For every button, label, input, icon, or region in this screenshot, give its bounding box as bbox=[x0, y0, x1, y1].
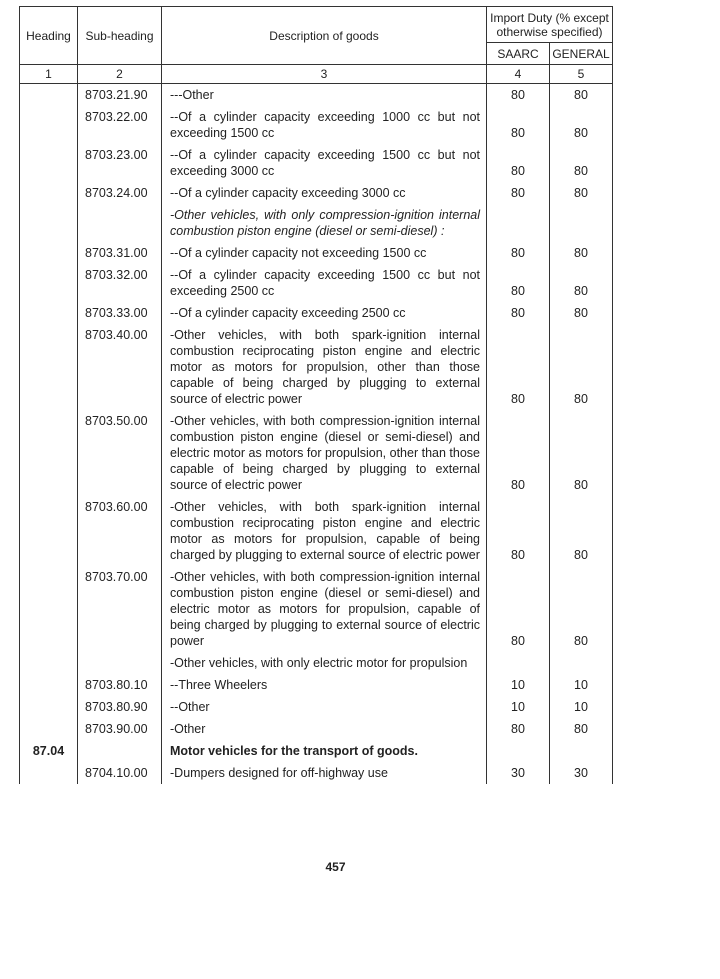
import-duty-column-header: Import Duty (% except otherwise specified) bbox=[487, 7, 613, 43]
tariff-table bbox=[19, 6, 613, 784]
saarc-duty-rate: 80 bbox=[487, 144, 550, 182]
goods-description: -Other vehicles, with only compression-ignition internal combustion piston engine (diesel or semi-diesel) : bbox=[162, 204, 487, 242]
subheading-code bbox=[78, 204, 162, 242]
goods-description: -Other vehicles, with only electric motor for propulsion bbox=[162, 652, 487, 674]
goods-description: --Of a cylinder capacity not exceeding 1500 cc bbox=[162, 242, 487, 264]
tariff-page bbox=[19, 6, 612, 874]
general-duty-rate: 30 bbox=[550, 762, 613, 784]
subheading-code: 8703.90.00 bbox=[78, 718, 162, 740]
subheading-code: 8704.10.00 bbox=[78, 762, 162, 784]
saarc-duty-rate: 30 bbox=[487, 762, 550, 784]
general-duty-rate: 80 bbox=[550, 106, 613, 144]
general-duty-rate: 80 bbox=[550, 144, 613, 182]
table-row bbox=[20, 264, 613, 302]
heading-number bbox=[20, 696, 78, 718]
column-number: 3 bbox=[162, 65, 487, 84]
general-duty-rate: 80 bbox=[550, 242, 613, 264]
description-column-header: Description of goods bbox=[162, 7, 487, 65]
table-row bbox=[20, 242, 613, 264]
table-row bbox=[20, 496, 613, 566]
subheading-code: 8703.33.00 bbox=[78, 302, 162, 324]
general-duty-rate: 80 bbox=[550, 182, 613, 204]
subheading-code bbox=[78, 740, 162, 762]
goods-description: -Other vehicles, with both spark-ignition internal combustion reciprocating piston engine and electric motor as motors for propulsion, capable of being charged by plugging to external source of electric power bbox=[162, 496, 487, 566]
heading-number bbox=[20, 496, 78, 566]
goods-description: -Other vehicles, with both compression-ignition internal combustion piston engine (diesel or semi-diesel) and electric motor as motors for propulsion, capable of being charged by plugging to external source of electric power bbox=[162, 566, 487, 652]
subheading-code: 8703.80.90 bbox=[78, 696, 162, 718]
goods-description: --Of a cylinder capacity exceeding 1500 cc but not exceeding 2500 cc bbox=[162, 264, 487, 302]
saarc-duty-rate: 10 bbox=[487, 674, 550, 696]
heading-number bbox=[20, 302, 78, 324]
table-row bbox=[20, 566, 613, 652]
general-duty-rate bbox=[550, 740, 613, 762]
table-row bbox=[20, 674, 613, 696]
saarc-duty-rate: 80 bbox=[487, 566, 550, 652]
saarc-duty-rate: 80 bbox=[487, 264, 550, 302]
table-row bbox=[20, 182, 613, 204]
subheading-code: 8703.22.00 bbox=[78, 106, 162, 144]
subheading-code: 8703.23.00 bbox=[78, 144, 162, 182]
table-row bbox=[20, 696, 613, 718]
table-row bbox=[20, 84, 613, 107]
subheading-code: 8703.21.90 bbox=[78, 84, 162, 107]
heading-number bbox=[20, 204, 78, 242]
general-duty-rate: 80 bbox=[550, 264, 613, 302]
heading-column-header: Heading bbox=[20, 7, 78, 65]
saarc-column-header: SAARC bbox=[487, 43, 550, 65]
saarc-duty-rate: 80 bbox=[487, 324, 550, 410]
goods-description: --Three Wheelers bbox=[162, 674, 487, 696]
general-duty-rate: 80 bbox=[550, 496, 613, 566]
column-number: 4 bbox=[487, 65, 550, 84]
column-number: 5 bbox=[550, 65, 613, 84]
goods-description: -Other bbox=[162, 718, 487, 740]
general-duty-rate: 80 bbox=[550, 302, 613, 324]
goods-description: --Of a cylinder capacity exceeding 3000 cc bbox=[162, 182, 487, 204]
goods-description: Motor vehicles for the transport of goods. bbox=[162, 740, 487, 762]
heading-number bbox=[20, 242, 78, 264]
table-row bbox=[20, 144, 613, 182]
heading-number bbox=[20, 84, 78, 107]
column-number: 1 bbox=[20, 65, 78, 84]
table-row bbox=[20, 652, 613, 674]
goods-description: -Dumpers designed for off-highway use bbox=[162, 762, 487, 784]
subheading-code: 8703.40.00 bbox=[78, 324, 162, 410]
goods-description: -Other vehicles, with both compression-ignition internal combustion piston engine (diesel or semi-diesel) and electric motor as motors for propulsion, other than those capable of being charged by plugging to external source of electric power bbox=[162, 410, 487, 496]
general-duty-rate: 80 bbox=[550, 84, 613, 107]
saarc-duty-rate: 10 bbox=[487, 696, 550, 718]
heading-number bbox=[20, 106, 78, 144]
heading-number bbox=[20, 652, 78, 674]
saarc-duty-rate: 80 bbox=[487, 106, 550, 144]
subheading-column-header: Sub-heading bbox=[78, 7, 162, 65]
general-duty-rate: 10 bbox=[550, 696, 613, 718]
subheading-code: 8703.31.00 bbox=[78, 242, 162, 264]
saarc-duty-rate: 80 bbox=[487, 718, 550, 740]
heading-number bbox=[20, 674, 78, 696]
heading-number bbox=[20, 182, 78, 204]
table-row bbox=[20, 762, 613, 784]
general-duty-rate: 10 bbox=[550, 674, 613, 696]
general-duty-rate: 80 bbox=[550, 410, 613, 496]
general-duty-rate: 80 bbox=[550, 324, 613, 410]
heading-number bbox=[20, 762, 78, 784]
saarc-duty-rate: 80 bbox=[487, 302, 550, 324]
heading-number bbox=[20, 144, 78, 182]
goods-description: -Other vehicles, with both spark-ignition internal combustion reciprocating piston engine and electric motor as motors for propulsion, other than those capable of being charged by plugging to external source of electric power bbox=[162, 324, 487, 410]
general-column-header: GENERAL bbox=[550, 43, 613, 65]
table-row bbox=[20, 204, 613, 242]
subheading-code: 8703.24.00 bbox=[78, 182, 162, 204]
table-row bbox=[20, 324, 613, 410]
table-row bbox=[20, 106, 613, 144]
saarc-duty-rate: 80 bbox=[487, 496, 550, 566]
saarc-duty-rate bbox=[487, 204, 550, 242]
page-number: 457 bbox=[325, 860, 346, 874]
table-row bbox=[20, 740, 613, 762]
subheading-code: 8703.32.00 bbox=[78, 264, 162, 302]
goods-description: ---Other bbox=[162, 84, 487, 107]
heading-number bbox=[20, 324, 78, 410]
general-duty-rate bbox=[550, 204, 613, 242]
goods-description: --Of a cylinder capacity exceeding 2500 cc bbox=[162, 302, 487, 324]
saarc-duty-rate: 80 bbox=[487, 182, 550, 204]
table-row bbox=[20, 410, 613, 496]
goods-description: --Of a cylinder capacity exceeding 1000 cc but not exceeding 1500 cc bbox=[162, 106, 487, 144]
general-duty-rate bbox=[550, 652, 613, 674]
saarc-duty-rate: 80 bbox=[487, 410, 550, 496]
saarc-duty-rate: 80 bbox=[487, 242, 550, 264]
subheading-code: 8703.70.00 bbox=[78, 566, 162, 652]
general-duty-rate: 80 bbox=[550, 718, 613, 740]
goods-description: --Of a cylinder capacity exceeding 1500 cc but not exceeding 3000 cc bbox=[162, 144, 487, 182]
heading-number: 87.04 bbox=[20, 740, 78, 762]
heading-number bbox=[20, 264, 78, 302]
tariff-rows bbox=[20, 84, 613, 785]
general-duty-rate: 80 bbox=[550, 566, 613, 652]
heading-number bbox=[20, 410, 78, 496]
column-number: 2 bbox=[78, 65, 162, 84]
table-row bbox=[20, 302, 613, 324]
saarc-duty-rate bbox=[487, 652, 550, 674]
heading-number bbox=[20, 566, 78, 652]
subheading-code: 8703.50.00 bbox=[78, 410, 162, 496]
saarc-duty-rate: 80 bbox=[487, 84, 550, 107]
subheading-code: 8703.60.00 bbox=[78, 496, 162, 566]
table-row bbox=[20, 718, 613, 740]
heading-number bbox=[20, 718, 78, 740]
subheading-code: 8703.80.10 bbox=[78, 674, 162, 696]
goods-description: --Other bbox=[162, 696, 487, 718]
saarc-duty-rate bbox=[487, 740, 550, 762]
subheading-code bbox=[78, 652, 162, 674]
